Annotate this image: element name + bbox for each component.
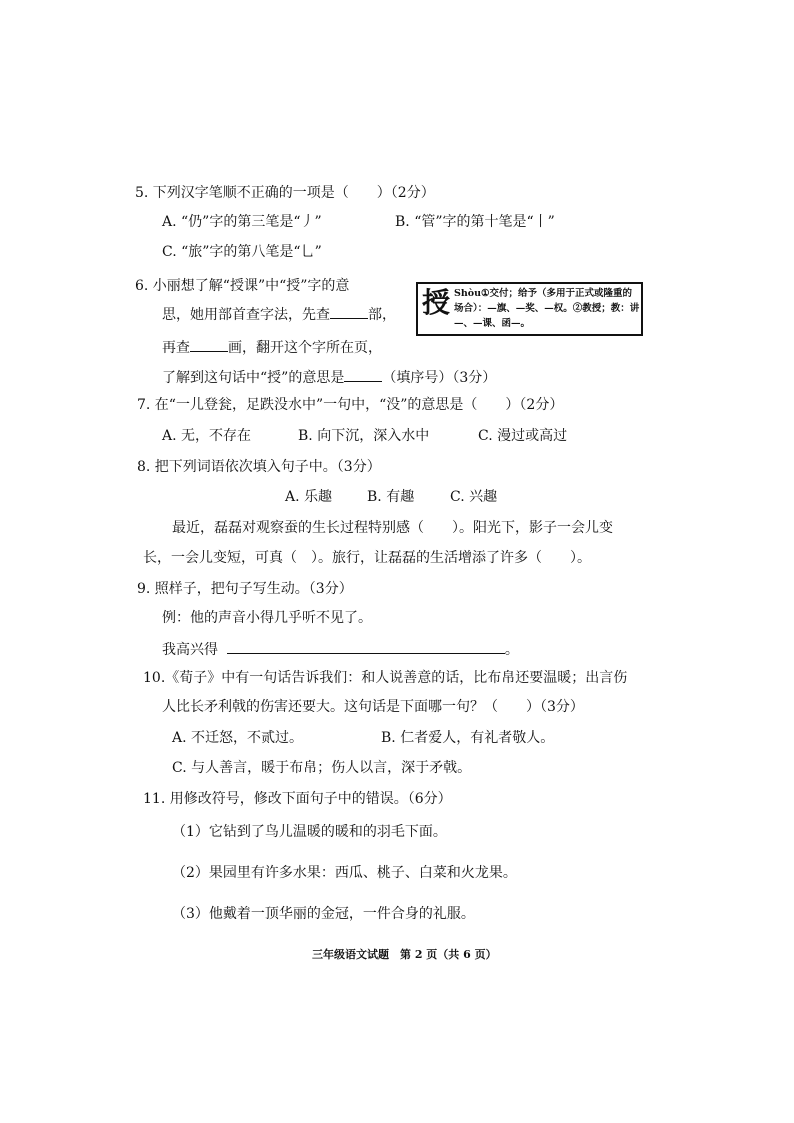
q9-example: 例：他的声音小得几乎听不见了。	[162, 610, 372, 626]
q7-option-b: B. 向下沉，深入水中	[298, 428, 430, 444]
q7-option-a: A. 无，不存在	[162, 428, 252, 444]
q5-option-b: B. “管”字的第十笔是“丨”	[395, 214, 555, 230]
q6-line4-text-a: 了解到这句话中“授”的意思是	[162, 370, 345, 386]
q5-stem: 5. 下列汉字笔顺不正确的一项是（ ）（2分）	[135, 185, 435, 201]
q6-line3	[162, 337, 382, 358]
dictionary-headword: 授	[422, 286, 451, 319]
q6-line4	[162, 367, 496, 388]
q6-line2-text-a: 思，她用部首查字法，先查	[162, 307, 330, 323]
q5-option-a: A. “仍”字的第三笔是“丿”	[162, 214, 322, 230]
q6-line2-text-b: 部，	[368, 307, 396, 323]
q11-sentence-3: （3）他戴着一顶华丽的金冠，一件合身的礼服。	[172, 906, 475, 922]
q8-paragraph-line1: 最近，磊磊对观察蚕的生长过程特别感（ ）。阳光下，影子一会儿变	[172, 520, 613, 536]
q10-line2: 人比长矛利戟的伤害还要大。这句话是下面哪一句？（ ）（3分）	[162, 699, 584, 715]
q11-sentence-2: （2）果园里有许多水果：西瓜、桃子、白菜和火龙果。	[172, 865, 517, 881]
dictionary-entry-box	[416, 282, 643, 336]
page-footer: 三年级语文试题 第 2 页（共 6 页）	[312, 948, 497, 961]
q8-option-b: B. 有趣	[367, 489, 415, 505]
q7-stem: 7. 在“一儿登瓮，足跌没水中”一句中，“没”的意思是（ ）（2分）	[137, 397, 564, 413]
q6-strokes-blank[interactable]	[190, 337, 228, 352]
q11-stem: 11. 用修改符号，修改下面句子中的错误。（6分）	[143, 791, 452, 807]
q6-radical-blank[interactable]	[330, 304, 368, 319]
q6-line1: 6. 小丽想了解“授课”中“授”字的意	[135, 278, 350, 294]
q5-option-c: C. “旅”字的第八笔是“乚”	[162, 244, 322, 260]
q6-line4-text-b: （填序号）（3分）	[382, 370, 497, 386]
q10-option-c: C. 与人善言，暖于布帛；伤人以言，深于矛戟。	[172, 760, 472, 776]
q9-answer-line	[162, 639, 519, 660]
q8-option-a: A. 乐趣	[285, 489, 333, 505]
q10-option-b: B. 仁者爱人，有礼者敬人。	[381, 730, 555, 746]
q6-line3-text-a: 再查	[162, 340, 190, 356]
q8-paragraph-line2: 长，一会儿变短，可真（ ）。旅行，让磊磊的生活增添了许多（ ）。	[143, 550, 591, 566]
q6-line3-text-b: 画，翻开这个字所在页，	[228, 340, 382, 356]
q8-stem: 8. 把下列词语依次填入句子中。（3分）	[137, 459, 381, 475]
dictionary-definition: Shòu①交付；给予（多用于正式或隆重的场合）：—旗、—奖、—权。②教授；教：讲—、—课、函—。	[454, 288, 640, 329]
q11-sentence-1: （1）它钻到了鸟儿温暖的暖和的羽毛下面。	[172, 824, 447, 840]
q6-line2	[162, 304, 396, 325]
q9-end: 。	[504, 642, 519, 658]
q9-stem: 9. 照样子，把句子写生动。（3分）	[137, 581, 353, 597]
q9-prompt: 我高兴得	[162, 642, 218, 658]
q7-option-c: C. 漫过或高过	[478, 428, 568, 444]
q8-option-c: C. 兴趣	[450, 489, 498, 505]
q10-option-a: A. 不迁怒，不贰过。	[172, 730, 304, 746]
q9-answer-blank[interactable]	[227, 639, 505, 654]
q6-meaning-blank[interactable]	[344, 367, 382, 382]
q10-line1: 10.《荀子》中有一句话告诉我们：和人说善意的话，比布帛还要温暖；出言伤	[143, 670, 628, 686]
